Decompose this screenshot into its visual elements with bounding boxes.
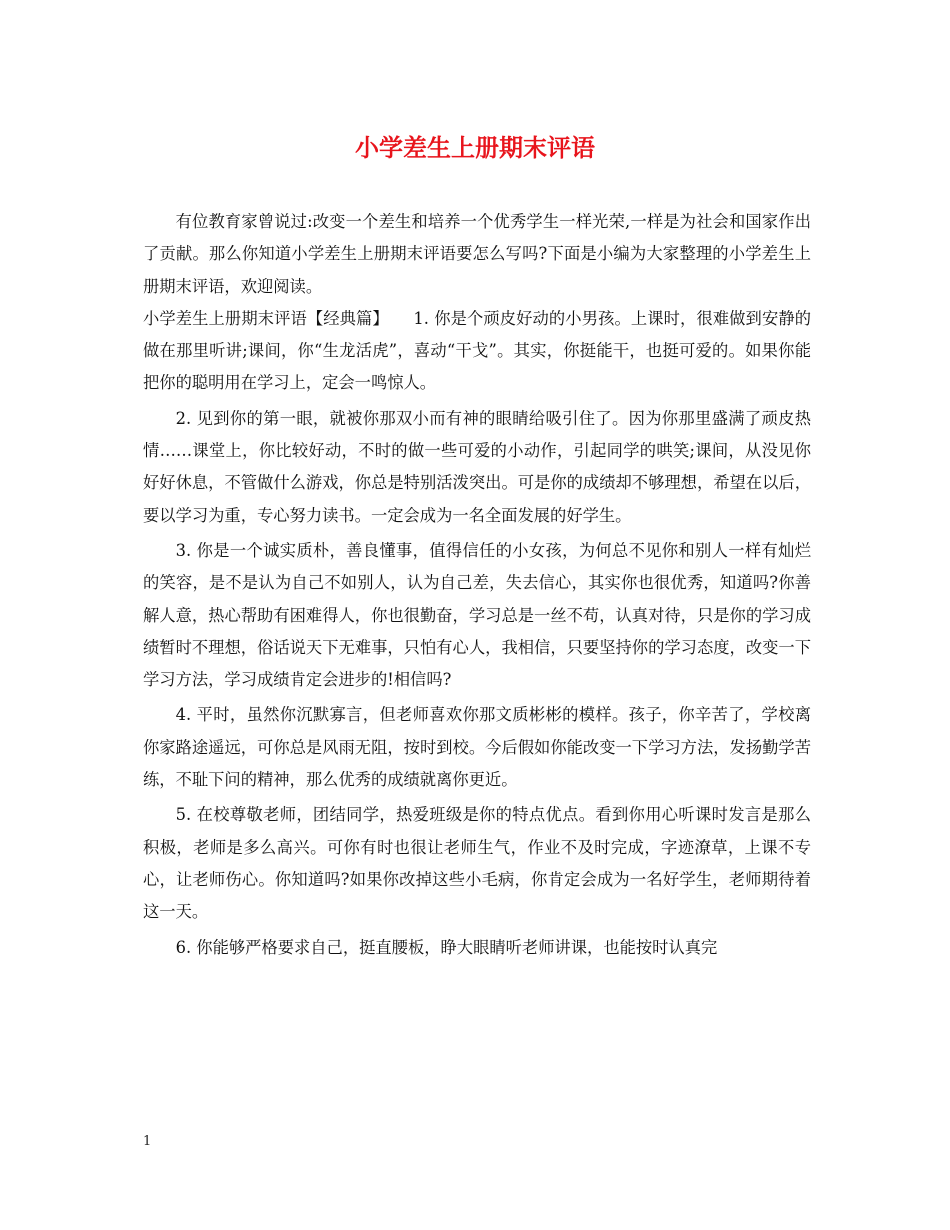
document-body: [143, 206, 811, 964]
comment-paragraph-6: 6. 你能够严格要求自己，挺直腰板，睁大眼睛听老师讲课，也能按时认真完: [175, 937, 718, 957]
intro-paragraph: 有位教育家曾说过:改变一个差生和培养一个优秀学生一样光荣,一样是为社会和国家作出了贡献。那么你知道小学差生上册期末评语要怎么写吗?下面是小编为大家整理的小学差生上册期末评语，欢迎阅读。: [143, 212, 811, 296]
comment-paragraph-5: 5. 在校尊敬老师，团结同学，热爱班级是你的特点优点。看到你用心听课时发言是那么积极，老师是多么高兴。可你有时也很让老师生气，作业不及时完成，字迹潦草，上课不专心，让老师伤心。你知道吗?如果你改掉这些小毛病，你肯定会成为一名好学生，老师期待着这一天。: [143, 805, 811, 922]
comment-paragraph-2: 2. 见到你的第一眼，就被你那双小而有神的眼睛给吸引住了。因为你那里盛满了顽皮热情……课堂上，你比较好动，不时的做一些可爱的小动作，引起同学的哄笑;课间，从没见你好好休息，不管做什么游戏，你总是特别活泼突出。可是你的成绩却不够理想，希望在以后，要以学习为重，专心努力读书。一定会成为一名全面发展的好学生。: [143, 408, 811, 525]
comment-paragraph-4: 4. 平时，虽然你沉默寡言，但老师喜欢你那文质彬彬的模样。孩子，你辛苦了，学校离你家路途遥远，可你总是风雨无阻，按时到校。今后假如你能改变一下学习方法，发扬勤学苦练，不耻下问的精神，那么优秀的成绩就离你更近。: [143, 705, 811, 790]
section-heading-paragraph: 小学差生上册期末评语【经典篇】 1. 你是个顽皮好动的小男孩。上课时，很难做到安静的做在那里听讲;课间，你“生龙活虎”，喜动“干戈”。其实，你挺能干，也挺可爱的。如果你能把你的聪明用在学习上，定会一鸣惊人。: [143, 308, 811, 393]
comment-paragraph-3: 3. 你是一个诚实质朴，善良懂事，值得信任的小女孩，为何总不见你和别人一样有灿烂的笑容，是不是认为自己不如别人，认为自己差，失去信心，其实你也很优秀，知道吗?你善解人意，热心帮助有困难得人，你也很勤奋，学习总是一丝不苟，认真对待，只是你的学习成绩暂时不理想，俗话说天下无难事，只怕有心人，我相信，只要坚持你的学习态度，改变一下学习方法，学习成绩肯定会进步的!相信吗?: [143, 540, 811, 690]
page-number: 1: [143, 1134, 152, 1149]
document-title: 小学差生上册期末评语: [355, 133, 595, 162]
